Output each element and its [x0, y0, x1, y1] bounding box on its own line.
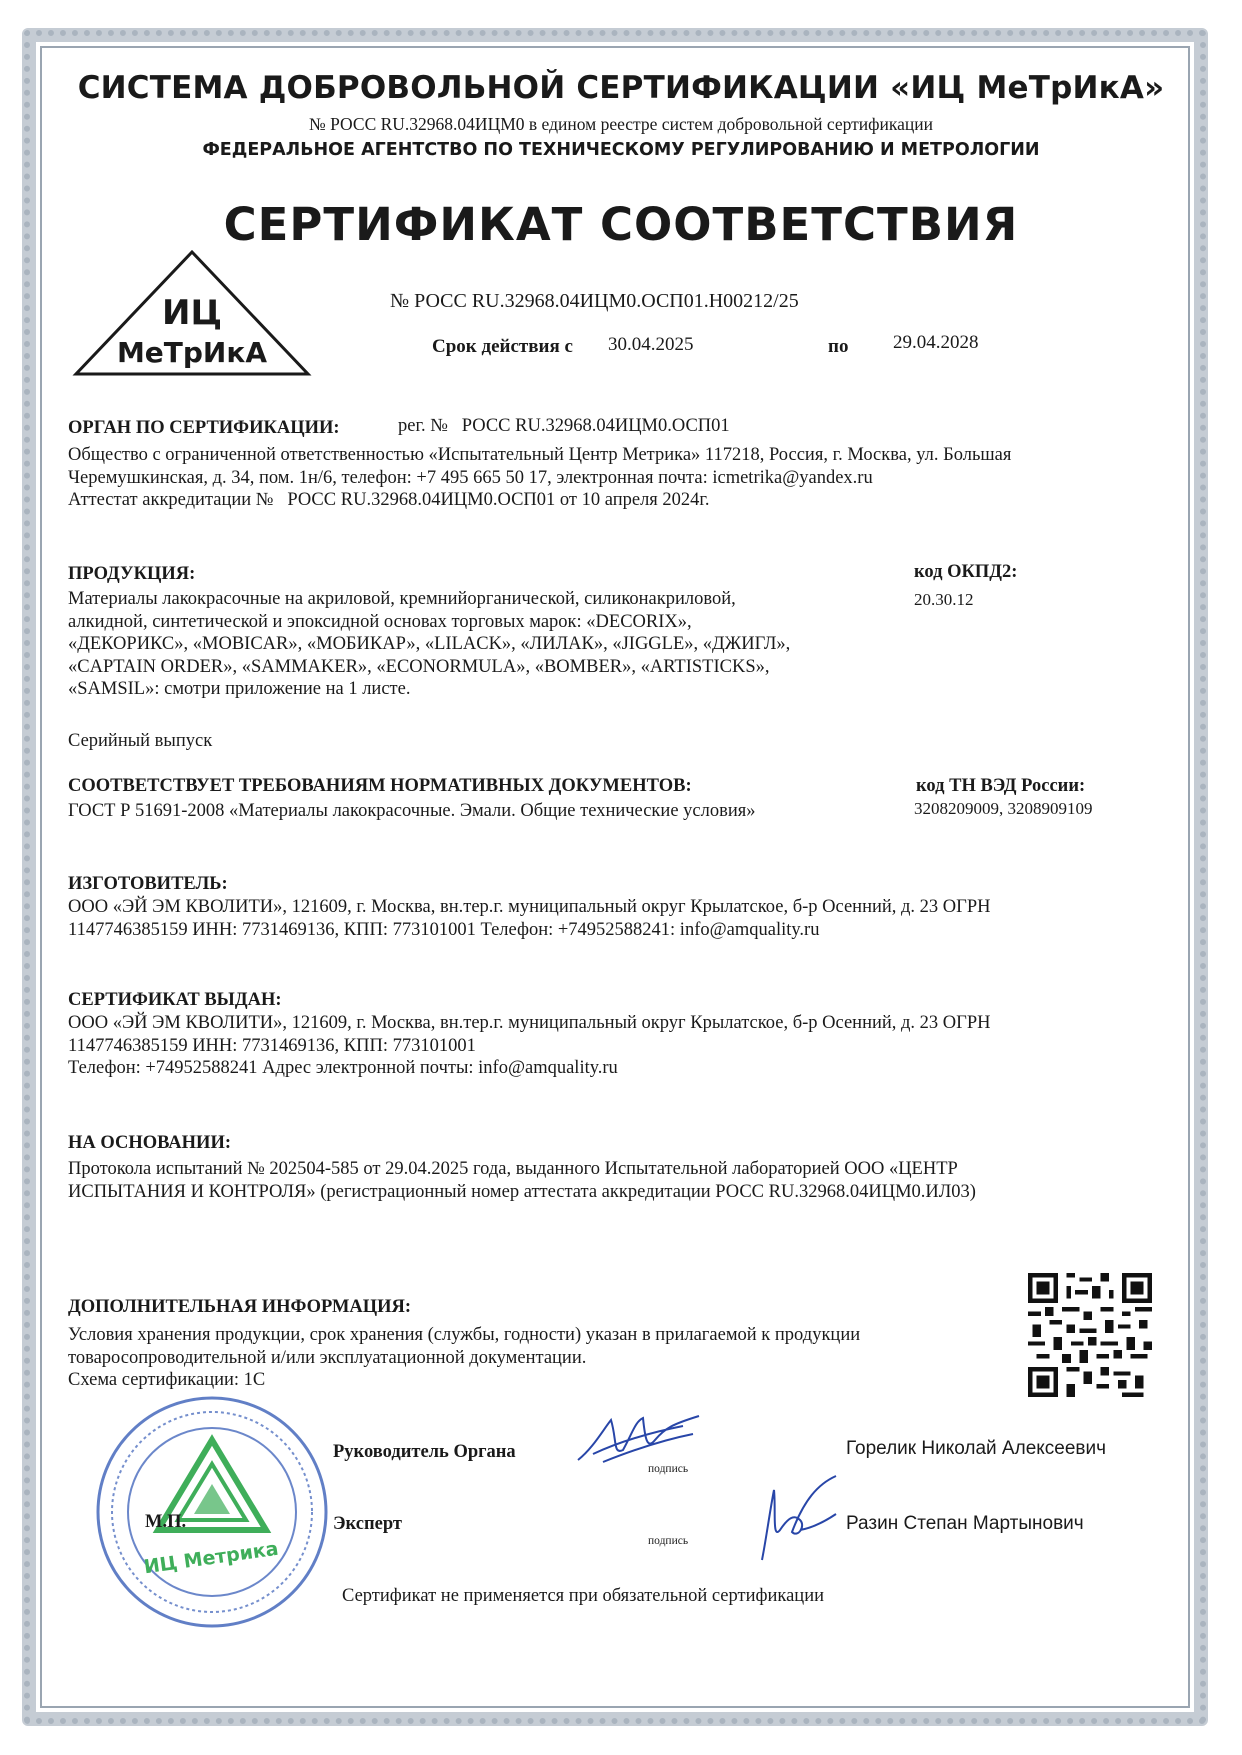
product-line: «CAPTAIN ORDER», «SAMMAKER», «ECONORMULA», «BOMBER», «ARTISTICKS»,: [68, 656, 770, 677]
product-heading: ПРОДУКЦИЯ:: [68, 564, 196, 584]
manufacturer-details: [68, 896, 1168, 941]
seal-center-text: ИЦ Метрика: [142, 1537, 280, 1579]
valid-to-date: 29.04.2028: [893, 332, 979, 353]
tnved-value: 3208209009, 3208909109: [914, 799, 1093, 818]
expert-signature-caption: подпись: [648, 1535, 689, 1547]
issued-line: Телефон: +74952588241 Адрес электронной почты: info@amquality.ru: [68, 1058, 618, 1078]
product-line: «ДЕКОРИКС», «MOBICAR», «МОБИКАР», «LILACK», «ЛИЛАК», «JIGGLE», «ДЖИГЛ»,: [68, 634, 791, 654]
issued-to-details: [68, 1012, 1168, 1080]
organ-line: Общество с ограниченной ответственностью «Испытательный Центр Метрика» 117218, Россия, г. Москва, ул. Большая: [68, 445, 1012, 465]
official-seal-icon: [92, 1392, 332, 1632]
qr-code-icon: [1028, 1273, 1152, 1397]
okpd-heading: код ОКПД2:: [914, 562, 1018, 582]
serial-production: Серийный выпуск: [68, 731, 213, 751]
product-details: [68, 588, 898, 701]
organ-details: [68, 444, 1158, 512]
product-line: алкидной, синтетической и эпоксидной основах торговых марок: «DECORIX»,: [68, 611, 692, 632]
tnved-heading: код ТН ВЭД России:: [916, 776, 1086, 796]
norms-heading: СООТВЕТСТВУЕТ ТРЕБОВАНИЯМ НОРМАТИВНЫХ ДОКУМЕНТОВ:: [68, 776, 692, 796]
organ-line: Черемушкинская, д. 34, пом. 1н/6, телефон: +7 495 665 50 17, электронная почта: icmetrika@yandex.ru: [68, 467, 873, 488]
expert-role-label: Эксперт: [333, 1514, 402, 1534]
manufacturer-line: ООО «ЭЙ ЭМ КВОЛИТИ», 121609, г. Москва, вн.тер.г. муниципальный округ Крылатское, б-р Осенний, д. 23 ОГРН: [68, 897, 991, 917]
head-signature-caption: подпись: [648, 1463, 689, 1475]
basis-details: [68, 1158, 1168, 1203]
expert-full-name: Разин Степан Мартынович: [846, 1513, 1084, 1534]
manufacturer-line: 1147746385159 ИНН: 7731469136, КПП: 773101001 Телефон: +74952588241: info@amquality.ru: [68, 919, 820, 940]
additional-line: Схема сертификации: 1С: [68, 1370, 266, 1390]
valid-from-date: 30.04.2025: [608, 334, 694, 355]
system-title: СИСТЕМА ДОБРОВОЛЬНОЙ СЕРТИФИКАЦИИ «ИЦ МеТрИкА»: [77, 70, 1165, 106]
metrika-logo: [72, 248, 312, 378]
additional-details: [68, 1324, 998, 1392]
certificate-title: СЕРТИФИКАТ СООТВЕТСТВИЯ: [223, 198, 1019, 251]
stamp-place-label: М.П.: [145, 1512, 187, 1532]
additional-heading: ДОПОЛНИТЕЛЬНАЯ ИНФОРМАЦИЯ:: [68, 1297, 412, 1317]
head-signature-icon: [573, 1410, 703, 1470]
manufacturer-heading: ИЗГОТОВИТЕЛЬ:: [68, 874, 228, 894]
organ-heading: ОРГАН ПО СЕРТИФИКАЦИИ:: [68, 418, 340, 438]
head-full-name: Горелик Николай Алексеевич: [846, 1438, 1107, 1459]
logo-line-1: ИЦ: [162, 293, 222, 333]
product-line: «SAMSIL»: смотри приложение на 1 листе.: [68, 679, 411, 699]
expert-signature-icon: [740, 1470, 850, 1570]
issued-line: ООО «ЭЙ ЭМ КВОЛИТИ», 121609, г. Москва, вн.тер.г. муниципальный округ Крылатское, б-р Осенний, д. 23 ОГРН: [68, 1013, 991, 1033]
issued-line: 1147746385159 ИНН: 7731469136, КПП: 773101001: [68, 1035, 476, 1056]
agency-name: ФЕДЕРАЛЬНОЕ АГЕНТСТВО ПО ТЕХНИЧЕСКОМУ РЕГУЛИРОВАНИЮ И МЕТРОЛОГИИ: [202, 140, 1040, 160]
additional-line: Условия хранения продукции, срок хранения (службы, годности) указан в прилагаемой к продукции: [68, 1325, 861, 1345]
norms-document: ГОСТ Р 51691-2008 «Материалы лакокрасочные. Эмали. Общие технические условия»: [68, 801, 756, 821]
basis-line: Протокола испытаний № 202504-585 от 29.04.2025 года, выданного Испытательной лабораторией ООО «ЦЕНТР: [68, 1159, 958, 1179]
validity-label: Срок действия с: [432, 336, 573, 357]
issued-to-heading: СЕРТИФИКАТ ВЫДАН:: [68, 990, 282, 1010]
certificate-number: № РОСС RU.32968.04ИЦМ0.ОСП01.Н00212/25: [390, 290, 799, 312]
additional-line: товаросопроводительной и/или эксплуатационной документации.: [68, 1347, 587, 1368]
product-line: Материалы лакокрасочные на акриловой, кремнийорганической, силиконакриловой,: [68, 589, 736, 609]
organ-registration: рег. № РОСС RU.32968.04ИЦМ0.ОСП01: [398, 416, 730, 436]
basis-line: ИСПЫТАНИЯ И КОНТРОЛЯ» (регистрационный номер аттестата аккредитации РОСС RU.32968.04ИЦМ0.ИЛ03): [68, 1181, 976, 1202]
footer-note: Сертификат не применяется при обязательной сертификации: [342, 1586, 825, 1606]
organ-line: Аттестат аккредитации № РОСС RU.32968.04ИЦМ0.ОСП01 от 10 апреля 2024г.: [68, 490, 710, 510]
head-role-label: Руководитель Органа: [333, 1442, 516, 1462]
basis-heading: НА ОСНОВАНИИ:: [68, 1133, 231, 1153]
validity-to-label: по: [828, 336, 849, 357]
registry-line: № РОСС RU.32968.04ИЦМ0 в едином реестре систем добровольной сертификации: [309, 114, 933, 134]
logo-line-2: МеТрИкА: [116, 336, 268, 369]
okpd-value: 20.30.12: [914, 590, 974, 609]
